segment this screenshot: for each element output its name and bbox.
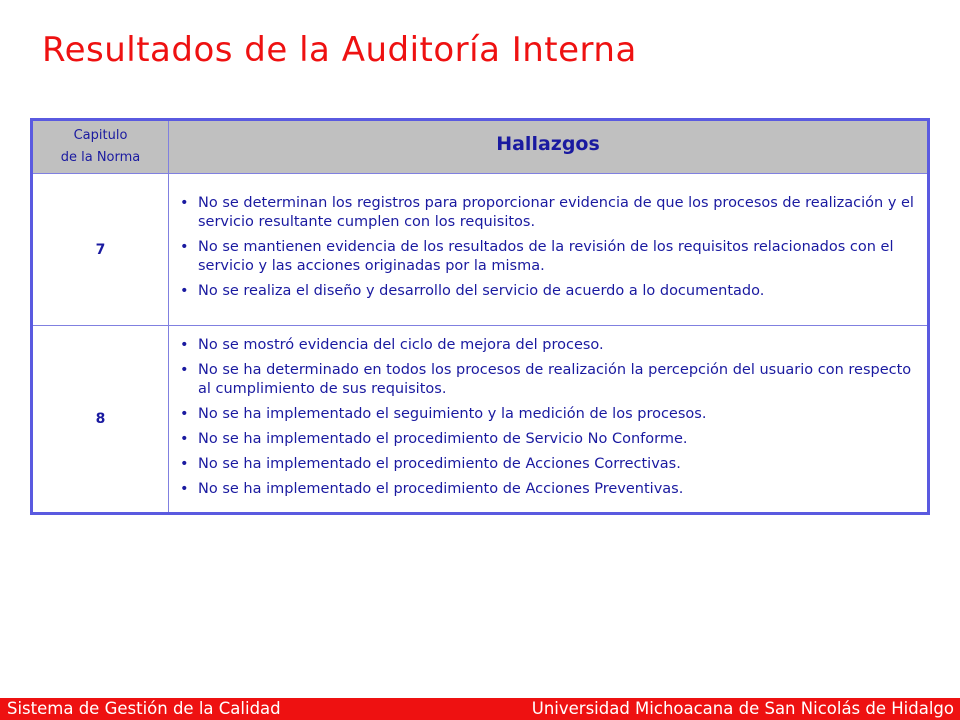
finding-item: • No se ha implementado el procedimiento de Acciones Preventivas. <box>174 480 916 499</box>
table-header-row <box>32 120 929 174</box>
chapter-column-header <box>32 120 169 174</box>
table-row <box>32 326 929 514</box>
footer-system-name: Sistema de Gestión de la Calidad <box>7 699 281 718</box>
table-row <box>32 174 929 326</box>
finding-item: • No se mantienen evidencia de los resultados de la revisión de los requisitos relacionados con el servicio y las acciones originadas por la misma. <box>174 238 916 276</box>
chapter-cell: 7 <box>32 174 169 326</box>
finding-item: • No se mostró evidencia del ciclo de mejora del proceso. <box>174 336 916 355</box>
chapter-header-line1: Capitulo <box>73 128 128 143</box>
finding-item: • No se ha implementado el procedimiento de Acciones Correctivas. <box>174 455 916 474</box>
chapter-cell: 8 <box>32 326 169 514</box>
footer-university-name: Universidad Michoacana de San Nicolás de Hidalgo <box>531 699 954 718</box>
finding-item: • No se ha implementado el seguimiento y la medición de los procesos. <box>174 405 916 424</box>
finding-item: • No se determinan los registros para proporcionar evidencia de que los procesos de realización y el servicio resultante cumplen con los requisitos. <box>174 194 916 232</box>
finding-item: • No se ha determinado en todos los procesos de realización la percepción del usuario con respecto al cumplimiento de sus requisitos. <box>174 361 916 399</box>
findings-cell <box>169 326 929 514</box>
finding-item: • No se realiza el diseño y desarrollo del servicio de acuerdo a lo documentado. <box>174 282 916 301</box>
findings-list <box>170 328 926 511</box>
findings-column-header: Hallazgos <box>169 120 929 174</box>
findings-list <box>170 186 926 313</box>
finding-item: • No se ha implementado el procedimiento de Servicio No Conforme. <box>174 430 916 449</box>
chapter-header-line2: de la Norma <box>60 150 141 165</box>
findings-cell <box>169 174 929 326</box>
findings-table <box>30 118 930 515</box>
page-title: Resultados de la Auditoría Interna <box>42 30 637 70</box>
footer-bar <box>0 698 960 720</box>
